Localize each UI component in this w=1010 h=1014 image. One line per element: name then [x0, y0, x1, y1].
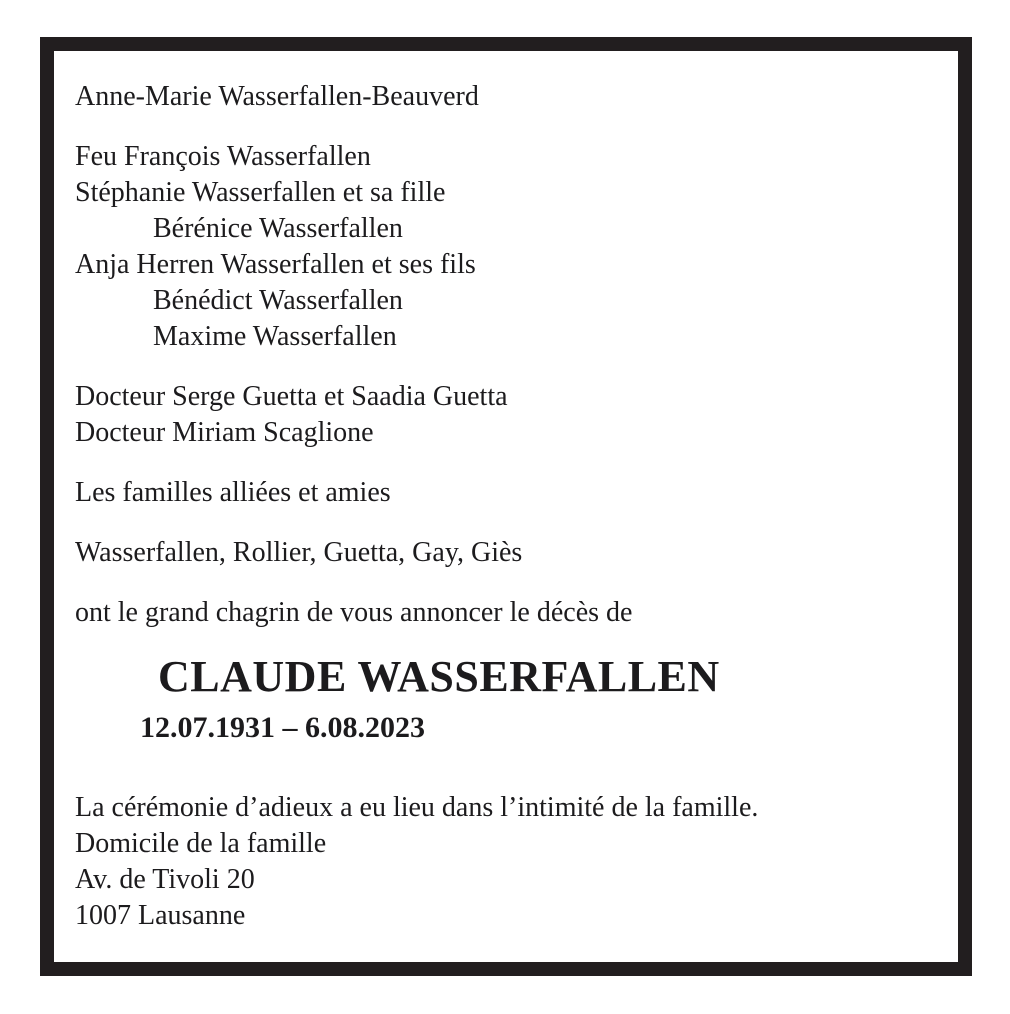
family-line: Stéphanie Wasserfallen et sa fille: [75, 177, 446, 208]
announcement-line: ont le grand chagrin de vous annoncer le décès de: [75, 597, 633, 628]
doctor-line: Docteur Miriam Scaglione: [75, 417, 374, 448]
doctors-group: [75, 379, 938, 451]
family-line: Feu François Wasserfallen: [75, 141, 371, 172]
notice-content: [54, 51, 958, 962]
family-line: Anja Herren Wasserfallen et ses fils: [75, 249, 476, 280]
life-dates: 12.07.1931 – 6.08.2023: [140, 711, 425, 744]
deceased-name: CLAUDE WASSERFALLEN: [158, 652, 720, 701]
family-line-indented: Bérénice Wasserfallen: [153, 213, 403, 244]
ceremony-line: Domicile de la famille: [75, 828, 327, 859]
family-line-indented: Maxime Wasserfallen: [153, 321, 397, 352]
doctor-line: Docteur Serge Guetta et Saadia Guetta: [75, 381, 508, 412]
widow-name-line: Anne-Marie Wasserfallen-Beauverd: [75, 81, 479, 112]
ceremony-line: La cérémonie d’adieux a eu lieu dans l’intimité de la famille.: [75, 792, 759, 823]
ceremony-line: 1007 Lausanne: [75, 900, 246, 931]
family-surnames-line: Wasserfallen, Rollier, Guetta, Gay, Giès: [75, 537, 523, 568]
family-group: [75, 139, 938, 355]
ceremony-line: Av. de Tivoli 20: [75, 864, 255, 895]
family-line-indented: Bénédict Wasserfallen: [153, 285, 403, 316]
ceremony-group: [75, 790, 938, 934]
notice-frame: [40, 37, 972, 976]
allied-families-line: Les familles alliées et amies: [75, 477, 391, 508]
